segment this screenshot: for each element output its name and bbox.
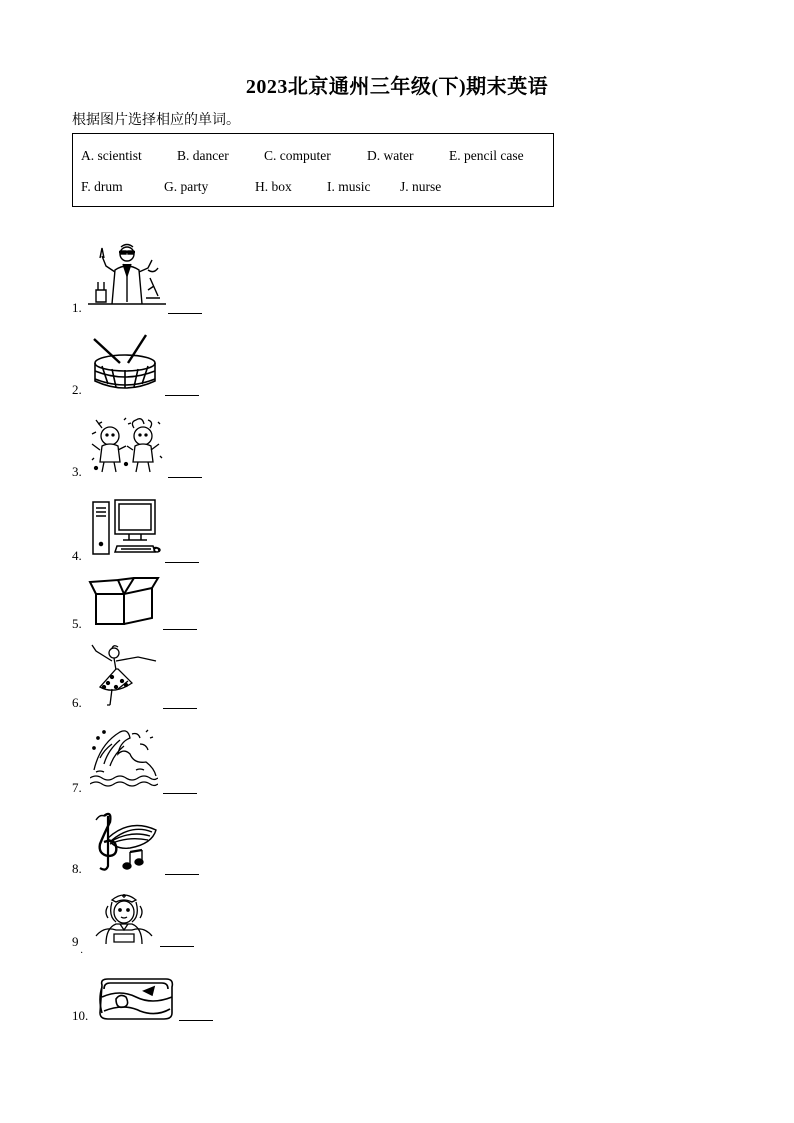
option-j: J. nurse xyxy=(400,179,442,194)
answer-blank[interactable] xyxy=(163,793,197,794)
question-number: 1. xyxy=(72,300,82,315)
option-i: I. music xyxy=(327,179,371,194)
option-a: A. scientist xyxy=(81,148,142,163)
option-c: C. computer xyxy=(264,148,331,163)
question-number: 5. xyxy=(72,616,82,631)
page-title: 2023北京通州三年级(下)期末英语 xyxy=(245,76,549,98)
nurse-icon xyxy=(92,890,156,946)
answer-blank[interactable] xyxy=(163,629,197,630)
answer-blank[interactable] xyxy=(165,874,199,875)
dancer-icon xyxy=(88,643,160,707)
option-h: H. box xyxy=(255,179,292,194)
option-d: D. water xyxy=(367,148,414,163)
answer-blank[interactable] xyxy=(179,1020,213,1021)
music-icon xyxy=(90,808,160,874)
answer-blank[interactable] xyxy=(160,946,194,947)
option-e: E. pencil case xyxy=(449,148,524,163)
pencil-case-icon xyxy=(96,975,176,1023)
question-number: 10. xyxy=(72,1008,89,1023)
party-icon xyxy=(88,414,166,476)
drum-icon xyxy=(90,333,160,395)
question-number: 2. xyxy=(72,382,82,397)
option-g: G. party xyxy=(164,179,209,194)
instruction-text: 根据图片选择相应的单词。 xyxy=(72,113,240,128)
answer-blank[interactable] xyxy=(168,477,202,478)
question-number: 6. xyxy=(72,695,82,710)
question-number: 7. xyxy=(72,780,82,795)
answer-blank[interactable] xyxy=(163,708,197,709)
word-options-box xyxy=(72,133,554,207)
question-number: 3. xyxy=(72,464,82,479)
box-icon xyxy=(88,576,162,628)
answer-blank[interactable] xyxy=(168,313,202,314)
option-b: B. dancer xyxy=(177,148,229,163)
option-f: F. drum xyxy=(81,179,123,194)
water-icon xyxy=(90,724,158,790)
answer-blank[interactable] xyxy=(165,562,199,563)
question-number: 4. xyxy=(72,548,82,563)
computer-icon xyxy=(91,498,161,558)
scientist-icon xyxy=(88,242,166,312)
answer-blank[interactable] xyxy=(165,395,199,396)
stray-dot: · xyxy=(80,948,84,959)
question-number: 8. xyxy=(72,861,82,876)
question-number: 9 xyxy=(72,934,79,949)
